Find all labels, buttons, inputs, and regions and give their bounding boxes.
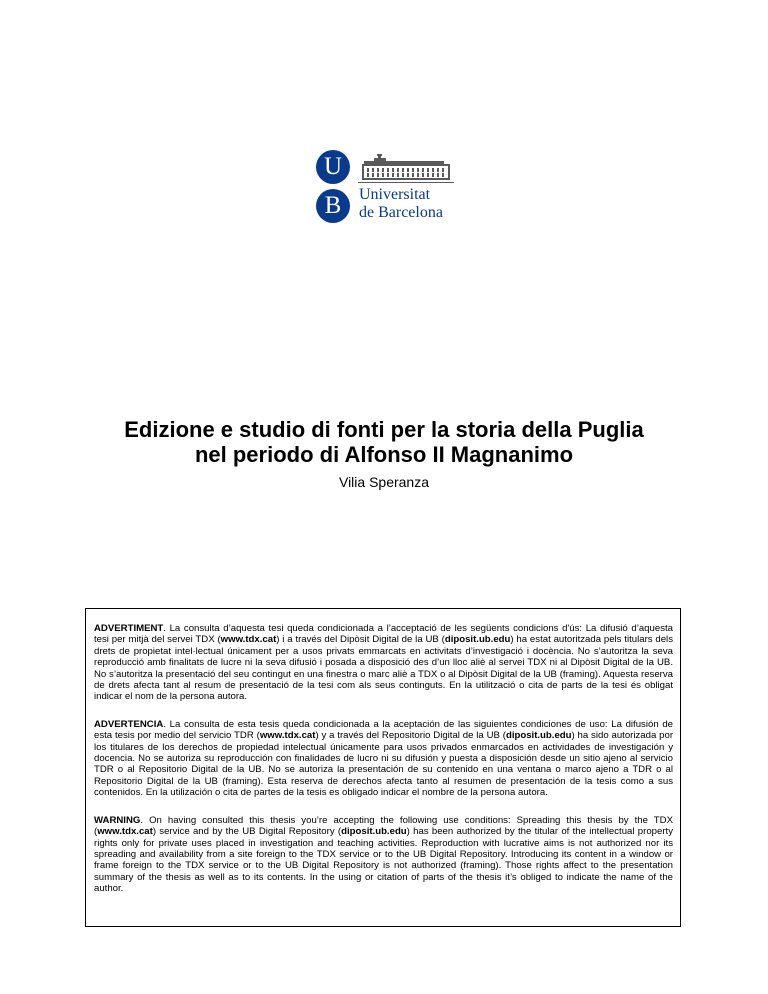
- notice-link-tdx: www.tdx.cat: [259, 730, 316, 742]
- notice-link-diposit: diposit.ub.edu: [341, 826, 407, 838]
- logo-letter-b: B: [316, 189, 350, 223]
- logo-name-line2: de Barcelona: [359, 204, 443, 221]
- notice-text: . La consulta d’aquesta tesi queda condicionada a l’acceptació de les següents condicions d'ús: La difusió d’aquesta tesi per mitjà del servei TDX (: [94, 623, 673, 646]
- notice-lead: ADVERTIMENT: [94, 623, 164, 634]
- notice-link-tdx: www.tdx.cat: [97, 826, 153, 838]
- notice-text: ) ha sido autorizada por los titulares de los derechos de propiedad intelectual únicamente para usos privados enmarcados en actividades de investigación y docencia. No se autoriza su reproducción con finalidades de lucro ni su difusión y puesta a disposición desde un sitio ajeno al servicio TDR o al Repositorio Digital de la UB. No se autoriza la presentación de su contenido en una ventana o marco ajeno a TDR o al Repositorio Digital de la UB (framing). Esta reserva de derechos afecta tanto al resumen de presentación de la tesis como a sus contenidos. En la utilización o cita de partes de la tesis es obligado indicar el nombre de la persona autora.: [94, 730, 674, 799]
- notice-link-diposit: diposit.ub.edu: [444, 634, 511, 646]
- notice-text: ) service and by the UB Digital Repository (: [152, 826, 342, 838]
- notice-text: ) has been authorized by the titular of the intellectual property rights only for private uses placed in investigation and teaching activities. Reproduction with lucrative aims is not authorized nor its spreading and availability from a site foreign to the TDX service or to the UB Digital Repository. Introducing its content in a window or frame foreign to the TDX service or to the UB Digital Repository is not authorized (framing). Those rights affect to the presentation summary of the thesis as well as to its contents. In the using or citation of parts of the thesis it’s obliged to indicate the name of the author.: [94, 826, 673, 895]
- notice-lead: WARNING: [94, 814, 141, 826]
- notice-link-diposit: diposit.ub.edu: [505, 730, 572, 742]
- notice-link-tdx: www.tdx.cat: [220, 634, 277, 646]
- notice-text: . On having consulted this thesis you’re accepting the following use conditions: Spreading this thesis by the TDX (: [94, 814, 673, 838]
- thesis-title: [40, 417, 728, 467]
- thesis-title-line1: Edizione e studio di fonti per la storia della Puglia: [124, 417, 644, 442]
- logo-letter-u: U: [316, 150, 350, 184]
- rights-notice-box: [85, 608, 681, 927]
- notice-spanish: [94, 719, 673, 799]
- notice-lead: ADVERTENCIA: [94, 718, 164, 730]
- notice-text: ) y a través del Repositorio Digital de la UB (: [315, 730, 506, 742]
- notice-catalan: [94, 623, 673, 703]
- university-logo: [314, 150, 464, 228]
- building-icon: [358, 152, 454, 184]
- notice-english: [94, 815, 673, 895]
- notice-text: . La consulta de esta tesis queda condicionada a la aceptación de las siguientes condiciones de uso: La difusión de esta tesis por medio del servicio TDR (: [94, 718, 673, 742]
- notice-text: ) i a través del Dipòsit Digital de la UB (: [276, 634, 445, 646]
- thesis-title-line2: nel periodo di Alfonso II Magnanimo: [194, 442, 574, 467]
- logo-name-line1: Universitat: [359, 186, 431, 203]
- notice-text: ) ha estat autoritzada pels titulars dels drets de propietat intel·lectual únicament per a usos privats emmarcats en activitats d’investigació i docència. No s’autoritza la seva reproducció amb finalitats de lucre ni la seva difusió i posada a disposició des d’un lloc aliè al servei TDX ni al Dipòsit Digital de la UB. No s’autoritza la presentació del seu contingut en una finestra o marc aliè a TDX o al Dipòsit Digital de la UB (framing). Aquesta reserva de drets afecta tant al resum de presentació de la tesi com als seus continguts. En la utilització o cita de parts de la tesi és obligat indicar el nom de la persona autora.: [94, 634, 673, 703]
- thesis-author: Vilia Speranza: [338, 474, 430, 490]
